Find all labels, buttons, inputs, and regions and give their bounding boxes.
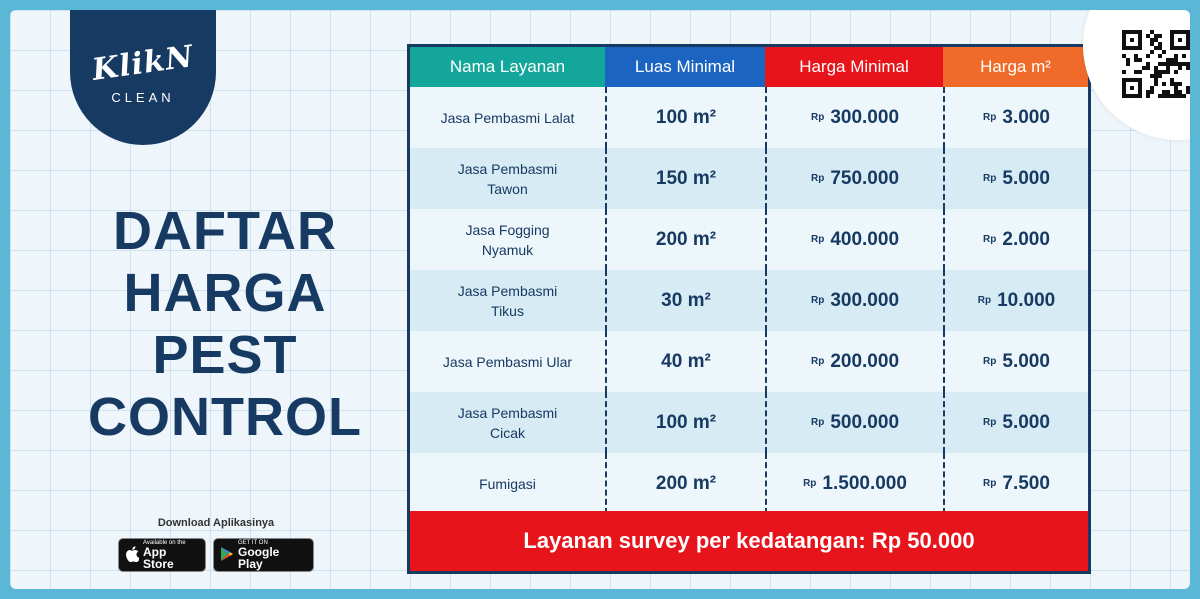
price-per-m2-value: 2.000 — [1002, 228, 1050, 250]
service-name-cell: Jasa Pembasmi Lalat — [440, 109, 575, 126]
column-header-price-per-m2: Harga m² — [943, 47, 1088, 87]
currency-label: Rp — [810, 173, 825, 184]
min-price-cell — [765, 87, 943, 148]
price-per-m2-cell — [943, 270, 1088, 331]
price-per-m2-cell — [943, 331, 1088, 392]
column-header-min-area: Luas Minimal — [605, 47, 765, 87]
table-row — [410, 392, 1088, 453]
price-per-m2-value: 5.000 — [1002, 167, 1050, 189]
download-label: Download Aplikasinya — [157, 517, 275, 529]
google-play-small-text: GET IT ON — [238, 540, 268, 546]
currency-label: Rp — [977, 295, 992, 306]
brand-logo — [70, 10, 216, 145]
currency-label: Rp — [803, 478, 817, 489]
min-price-cell — [765, 453, 943, 514]
survey-fee-banner: Layanan survey per kedatangan: Rp 50.000 — [410, 511, 1088, 571]
min-area-cell: 100 m² — [605, 87, 765, 148]
service-name-cell: Jasa Pembasmi Tawon — [457, 160, 558, 197]
min-price-cell — [765, 331, 943, 392]
price-per-m2-value: 5.000 — [1002, 411, 1050, 433]
app-store-small-text: Available on the — [143, 540, 186, 546]
min-price-value: 750.000 — [830, 167, 900, 189]
table-row — [410, 148, 1088, 209]
min-area-cell: 30 m² — [605, 270, 765, 331]
column-header-service: Nama Layanan — [410, 47, 605, 87]
page-title — [70, 200, 380, 448]
service-name-cell: Jasa Fogging Nyamuk — [465, 221, 550, 258]
table-row — [410, 270, 1088, 331]
price-per-m2-value: 7.500 — [1002, 472, 1050, 494]
service-name-cell: Jasa Pembasmi Cicak — [457, 404, 558, 441]
currency-label: Rp — [983, 234, 997, 245]
column-header-min-price: Harga Minimal — [765, 47, 943, 87]
min-price-value: 1.500.000 — [822, 472, 907, 494]
currency-label: Rp — [983, 112, 997, 123]
page-title-line: HARGA — [123, 263, 327, 323]
google-play-button[interactable] — [213, 538, 314, 572]
page-title-line: CONTROL — [88, 387, 362, 447]
currency-label: Rp — [810, 417, 825, 428]
min-price-value: 300.000 — [830, 106, 900, 128]
brand-logo-subtitle: CLEAN — [111, 90, 175, 105]
page-title-line: DAFTAR — [113, 201, 337, 261]
google-play-icon — [220, 546, 234, 565]
currency-label: Rp — [810, 295, 825, 306]
price-per-m2-value: 10.000 — [997, 289, 1056, 311]
google-play-big-text: Google Play — [238, 545, 280, 571]
currency-label: Rp — [983, 478, 997, 489]
table-row — [410, 209, 1088, 270]
currency-label: Rp — [810, 112, 825, 123]
price-per-m2-cell — [943, 209, 1088, 270]
currency-label: Rp — [983, 173, 997, 184]
app-store-big-text: App Store — [143, 545, 174, 571]
min-price-value: 200.000 — [830, 350, 900, 372]
price-per-m2-value: 5.000 — [1002, 350, 1050, 372]
min-area-cell: 100 m² — [605, 392, 765, 453]
min-price-value: 400.000 — [830, 228, 900, 250]
min-area-cell: 200 m² — [605, 209, 765, 270]
apple-icon — [125, 546, 139, 565]
min-price-cell — [765, 270, 943, 331]
min-area-cell: 150 m² — [605, 148, 765, 209]
table-header — [410, 47, 1088, 87]
price-per-m2-cell — [943, 453, 1088, 514]
page-title-line: PEST — [152, 325, 298, 385]
qr-code-icon — [1122, 30, 1190, 98]
service-name-cell: Jasa Pembasmi Tikus — [457, 282, 558, 319]
price-per-m2-cell — [943, 87, 1088, 148]
table-row — [410, 331, 1088, 392]
min-area-cell: 40 m² — [605, 331, 765, 392]
price-table — [407, 44, 1091, 574]
currency-label: Rp — [983, 417, 997, 428]
min-price-value: 500.000 — [830, 411, 900, 433]
min-area-cell: 200 m² — [605, 453, 765, 514]
currency-label: Rp — [983, 356, 997, 367]
service-name-cell: Jasa Pembasmi Ular — [442, 353, 573, 370]
min-price-cell — [765, 209, 943, 270]
table-row — [410, 87, 1088, 148]
price-per-m2-cell — [943, 392, 1088, 453]
currency-label: Rp — [810, 234, 825, 245]
min-price-cell — [765, 392, 943, 453]
table-body — [410, 87, 1088, 514]
price-per-m2-cell — [943, 148, 1088, 209]
table-row — [410, 453, 1088, 514]
min-price-value: 300.000 — [830, 289, 900, 311]
currency-label: Rp — [810, 356, 825, 367]
service-name-cell: Fumigasi — [479, 475, 536, 492]
app-store-button[interactable] — [118, 538, 206, 572]
price-list-banner — [10, 10, 1190, 589]
min-price-cell — [765, 148, 943, 209]
brand-logo-script: KlikN — [90, 39, 196, 88]
price-per-m2-value: 3.000 — [1002, 106, 1050, 128]
